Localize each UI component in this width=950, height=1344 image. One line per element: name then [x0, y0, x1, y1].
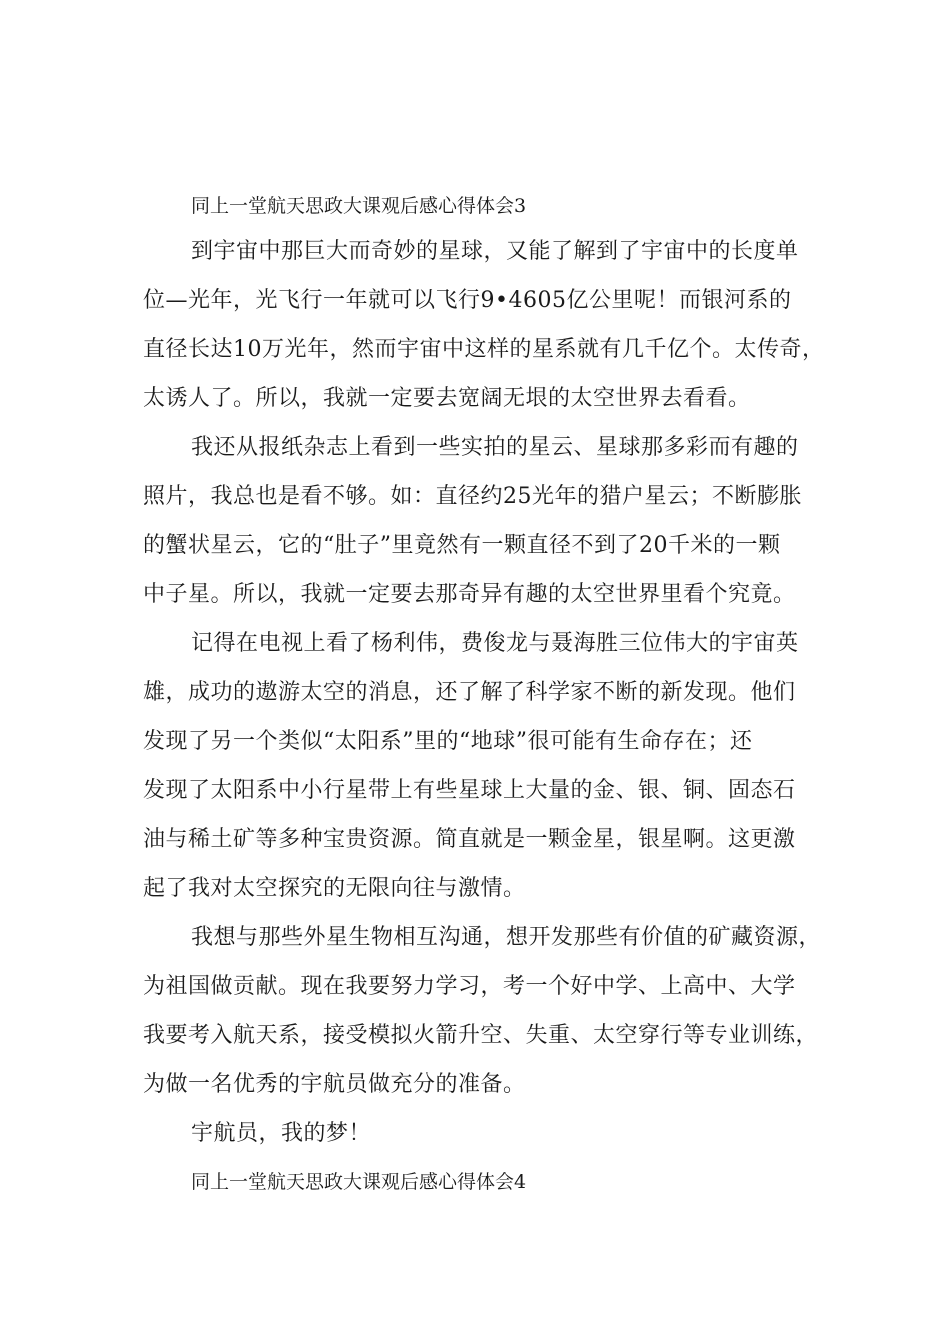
paragraph-line: 太诱人了。所以，我就一定要去宽阔无垠的太空世界去看看。 — [143, 386, 751, 411]
paragraph-line: 到宇宙中那巨大而奇妙的星球，又能了解到了宇宙中的长度单 — [191, 239, 799, 264]
paragraph-line: 宇航员，我的梦！ — [191, 1121, 372, 1146]
paragraph-line: 发现了另一个类似“太阳系”里的“地球”很可能有生命存在；还 — [143, 729, 753, 754]
paragraph-line: 起了我对太空探究的无限向往与激情。 — [143, 876, 526, 901]
paragraph-4 — [143, 913, 822, 1109]
paragraph-line: 位—光年，光飞行一年就可以飞行9•4605亿公里呢！而银河系的 — [143, 288, 792, 313]
section-heading-3: 同上一堂航天思政大课观后感心得体会3 — [191, 195, 527, 217]
paragraph-line: 为做一名优秀的宇航员做充分的准备。 — [143, 1072, 526, 1097]
section-heading-4: 同上一堂航天思政大课观后感心得体会4 — [191, 1171, 527, 1193]
paragraph-line: 雄，成功的遨游太空的消息，还了解了科学家不断的新发现。他们 — [143, 680, 796, 705]
paragraph-line: 的蟹状星云，它的“肚子”里竟然有一颗直径不到了20千米的一颗 — [143, 533, 781, 558]
paragraph-line: 直径长达10万光年，然而宇宙中这样的星系就有几千亿个。太传奇， — [143, 337, 825, 362]
paragraph-1 — [143, 227, 825, 423]
paragraph-3 — [143, 619, 813, 913]
document-body — [143, 182, 825, 1206]
paragraph-line: 照片，我总也是看不够。如：直径约25光年的猎户星云；不断膨胀 — [143, 484, 802, 509]
paragraph-line: 我要考入航天系，接受模拟火箭升空、失重、太空穿行等专业训练， — [143, 1023, 819, 1048]
paragraph-line: 油与稀土矿等多种宝贵资源。简直就是一颗金星，银星啊。这更激 — [143, 827, 796, 852]
paragraph-line: 我还从报纸杂志上看到一些实拍的星云、星球那多彩而有趣的 — [191, 435, 799, 460]
paragraph-5 — [143, 1109, 813, 1158]
paragraph-line: 发现了太阳系中小行星带上有些星球上大量的金、银、铜、固态石 — [143, 778, 796, 803]
paragraph-2 — [143, 423, 813, 619]
paragraph-line: 中子星。所以，我就一定要去那奇异有趣的太空世界里看个究竟。 — [143, 582, 796, 607]
paragraph-line: 我想与那些外星生物相互沟通，想开发那些有价值的矿藏资源， — [191, 925, 822, 950]
paragraph-line: 记得在电视上看了杨利伟，费俊龙与聂海胜三位伟大的宇宙英 — [191, 631, 799, 656]
paragraph-line: 为祖国做贡献。现在我要努力学习，考一个好中学、上高中、大学 — [143, 974, 796, 999]
